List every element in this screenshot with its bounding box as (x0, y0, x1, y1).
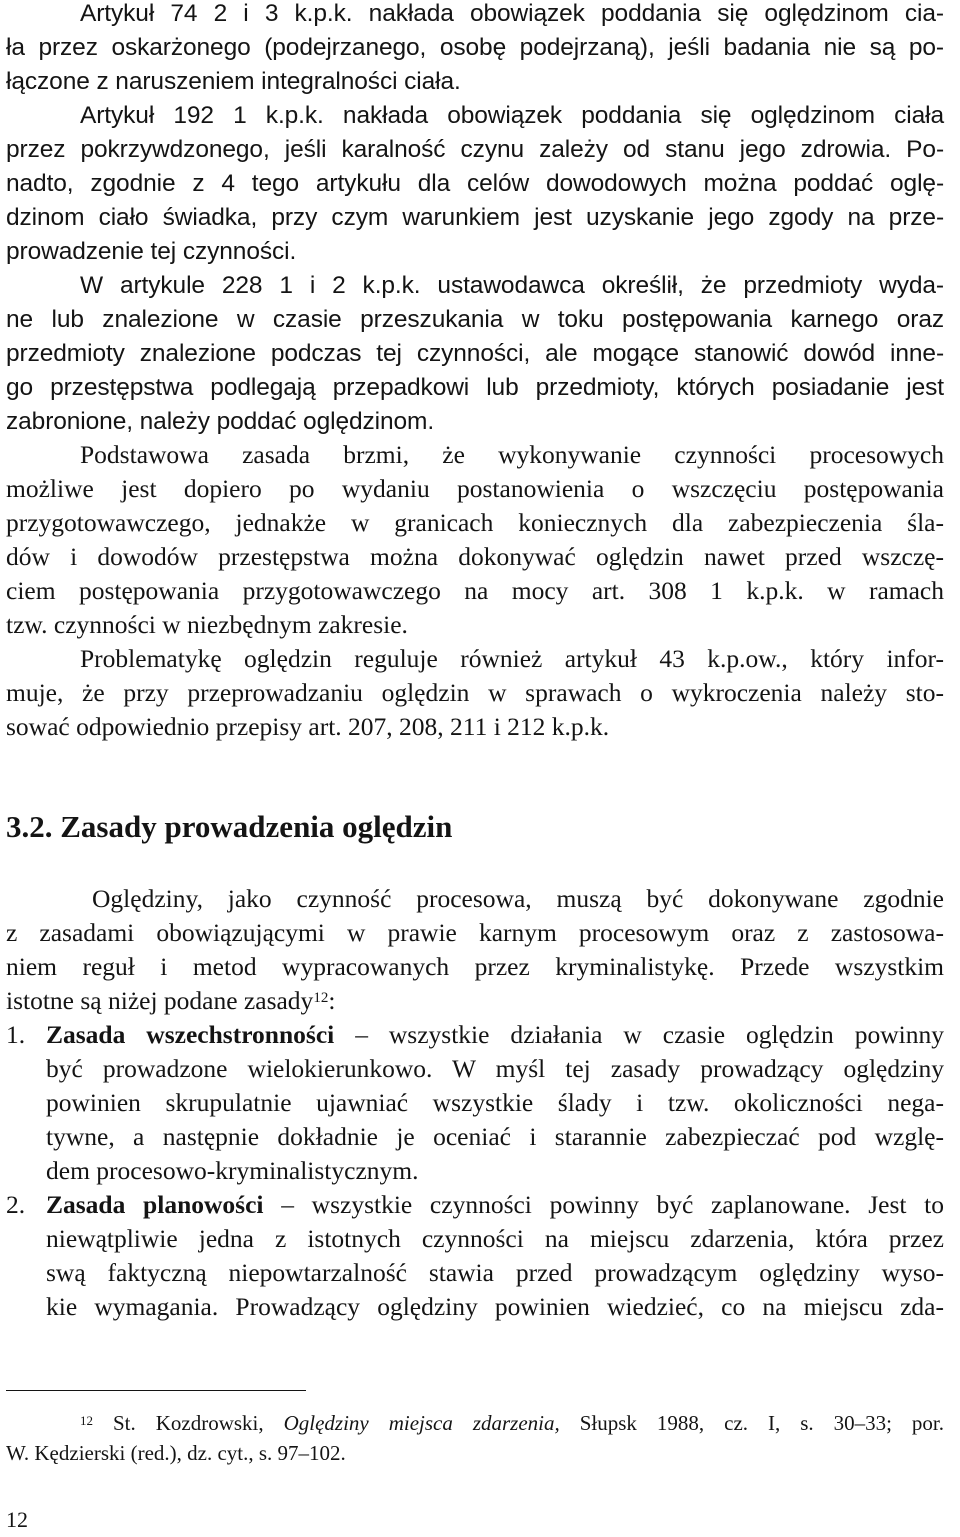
list-item-line: tywne, a następnie dokładnie je oceniać i starannie zabezpieczać pod wzglę- (46, 1122, 944, 1151)
text-line: Artykuł 192 1 k.p.k. nakłada obowiązek poddania się oględzinom ciała (80, 102, 944, 129)
text-line: ne lub znalezione w czasie przeszukania w toku postępowania karnego oraz (6, 306, 944, 333)
text-line: Problematykę oględzin reguluje również artykuł 43 k.p.ow., który infor- (80, 644, 944, 673)
text-line: dzinom ciało świadka, przy czym warunkiem jest uzyskanie jego zgody na prze- (6, 204, 944, 231)
list-item-line: kie wymagania. Prowadzący oględziny powinien wiedzieć, co na miejscu zda- (46, 1292, 944, 1321)
list-number: 1. (6, 1020, 26, 1049)
text-line: nadto, zgodnie z 4 tego artykułu dla celów dowodowych można poddać oglę- (6, 170, 944, 197)
footnote-reference[interactable]: 12 (313, 990, 329, 1006)
footnote-text: St. Kozdrowski, (93, 1411, 284, 1435)
text-line: Oględziny, jako czynność procesowa, muszą być dokonywane zgodnie (92, 884, 944, 913)
text-line: z zasadami obowiązującymi w prawie karnym procesowym oraz z zastosowa- (6, 918, 944, 947)
text-line: Artykuł 74 2 i 3 k.p.k. nakłada obowiązek poddania się oględzinom cia- (80, 0, 944, 27)
text-line: ła przez oskarżonego (podejrzanego, osobę podejrzaną), jeśli badania nie są po- (6, 34, 944, 61)
text-line: sować odpowiednio przepisy art. 207, 208, 211 i 212 k.p.k. (6, 712, 610, 741)
text-line: dów i dowodów przestępstwa można dokonywać oględzin nawet przed wszczę- (6, 542, 944, 571)
text-line: go przestępstwa podlegają przepadkowi lub przedmioty, których posiadanie jest (6, 374, 944, 401)
text-line: W artykule 228 1 i 2 k.p.k. ustawodawca określił, że przedmioty wyda- (80, 272, 944, 299)
footnote-title: Oględziny miejsca zdarzenia, (283, 1411, 560, 1435)
list-item-title: Zasada wszechstronności (46, 1020, 335, 1049)
text-line: łączone z naruszeniem integralności ciała. (6, 68, 461, 95)
list-item-line: być prowadzone wielokierunkowo. W myśl tej zasady prowadzący oględziny (46, 1054, 944, 1083)
text-line (6, 984, 944, 1018)
text-line: prowadzenie tej czynności. (6, 238, 297, 265)
text-line: Podstawowa zasada brzmi, że wykonywanie czynności procesowych (80, 440, 944, 469)
intro-text-end: : (328, 986, 336, 1015)
footnote-number: 12 (80, 1413, 93, 1428)
list-item-line (46, 1018, 944, 1052)
text-line: muje, że przy przeprowadzaniu oględzin w sprawach o wykroczenia należy sto- (6, 678, 944, 707)
text-line: tzw. czynności w niezbędnym zakresie. (6, 610, 408, 639)
list-item-title: Zasada planowości (46, 1190, 264, 1219)
list-number: 2. (6, 1190, 26, 1219)
list-item-line: niewątpliwie jedna z istotnych czynności na miejscu zdarzenia, która przez (46, 1224, 944, 1253)
footnote-line (80, 1408, 944, 1438)
text-line: przygotowawczego, jednakże w granicach koniecznych dla zabezpieczenia śla- (6, 508, 944, 537)
text-line: zabronione, należy poddać oględzinom. (6, 408, 435, 435)
text-line: niem reguł i metod wypracowanych przez kryminalistykę. Przede wszystkim (6, 952, 944, 981)
list-item-line: powinien skrupulatnie ujawniać wszystkie ślady i tzw. okoliczności nega- (46, 1088, 944, 1117)
text-line: przedmioty znalezione podczas tej czynności, ale mogące stanowić dowód inne- (6, 340, 944, 367)
footnote-text: Słupsk 1988, cz. I, s. 30–33; por. (559, 1411, 944, 1435)
footnote-line: W. Kędzierski (red.), dz. cyt., s. 97–102. (6, 1441, 346, 1465)
list-item-line: dem procesowo-kryminalistycznym. (46, 1156, 419, 1185)
text-line: ciem postępowania przygotowawczego na mocy art. 308 1 k.p.k. w ramach (6, 576, 944, 605)
text-line: przez pokrzywdzonego, jeśli karalność czynu zależy od stanu jego zdrowia. Po- (6, 136, 944, 163)
text-line: możliwe jest dopiero po wydaniu postanowienia o wszczęciu postępowania (6, 474, 944, 503)
list-item-text: – wszystkie czynności powinny być zaplanowane. Jest to (263, 1190, 944, 1219)
page-number: 12 (6, 1507, 28, 1532)
intro-text: istotne są niżej podane zasady (6, 986, 314, 1015)
list-item-text: – wszystkie działania w czasie oględzin powinny (334, 1020, 944, 1049)
footnote-separator (6, 1390, 306, 1391)
section-heading: 3.2. Zasady prowadzenia oględzin (6, 809, 453, 844)
list-item-line (46, 1188, 944, 1222)
list-item-line: swą faktyczną niepowtarzalność stawia przed prowadzącym oględziny wyso- (46, 1258, 944, 1287)
